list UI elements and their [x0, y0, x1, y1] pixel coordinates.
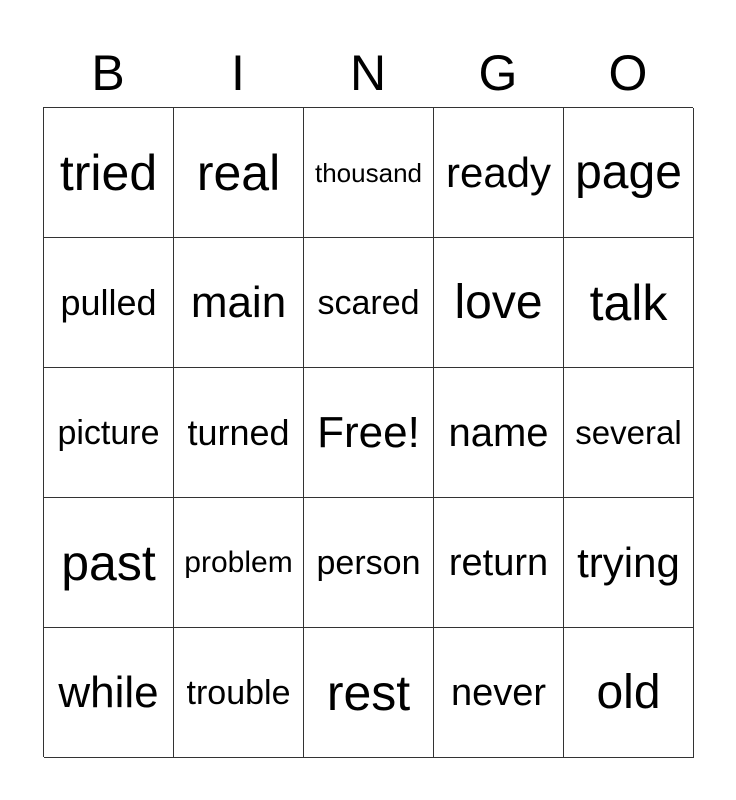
header-letter-o: O: [608, 45, 648, 101]
bingo-cell[interactable]: several: [564, 368, 694, 498]
bingo-cell[interactable]: ready: [434, 108, 564, 238]
bingo-cell[interactable]: while: [44, 628, 174, 758]
bingo-cell[interactable]: talk: [564, 238, 694, 368]
header-letter-n: N: [349, 45, 387, 101]
bingo-cell[interactable]: old: [564, 628, 694, 758]
header-letter-b: B: [91, 45, 125, 101]
bingo-cell[interactable]: thousand: [304, 108, 434, 238]
bingo-cell[interactable]: person: [304, 498, 434, 628]
header-letter-i: I: [231, 45, 245, 101]
bingo-cell[interactable]: trying: [564, 498, 694, 628]
bingo-cell[interactable]: trouble: [174, 628, 304, 758]
bingo-cell[interactable]: picture: [44, 368, 174, 498]
bingo-cell[interactable]: pulled: [44, 238, 174, 368]
bingo-cell[interactable]: return: [434, 498, 564, 628]
bingo-board: [43, 107, 693, 757]
bingo-cell[interactable]: past: [44, 498, 174, 628]
header-letter-g: G: [478, 45, 518, 101]
bingo-cell[interactable]: never: [434, 628, 564, 758]
bingo-cell[interactable]: turned: [174, 368, 304, 498]
bingo-cell[interactable]: rest: [304, 628, 434, 758]
bingo-cell[interactable]: tried: [44, 108, 174, 238]
bingo-cell[interactable]: main: [174, 238, 304, 368]
bingo-cell[interactable]: real: [174, 108, 304, 238]
bingo-cell[interactable]: page: [564, 108, 694, 238]
bingo-cell[interactable]: name: [434, 368, 564, 498]
bingo-cell[interactable]: scared: [304, 238, 434, 368]
free-space-cell[interactable]: Free!: [304, 368, 434, 498]
bingo-header: [43, 40, 693, 106]
bingo-cell[interactable]: love: [434, 238, 564, 368]
bingo-cell[interactable]: problem: [174, 498, 304, 628]
